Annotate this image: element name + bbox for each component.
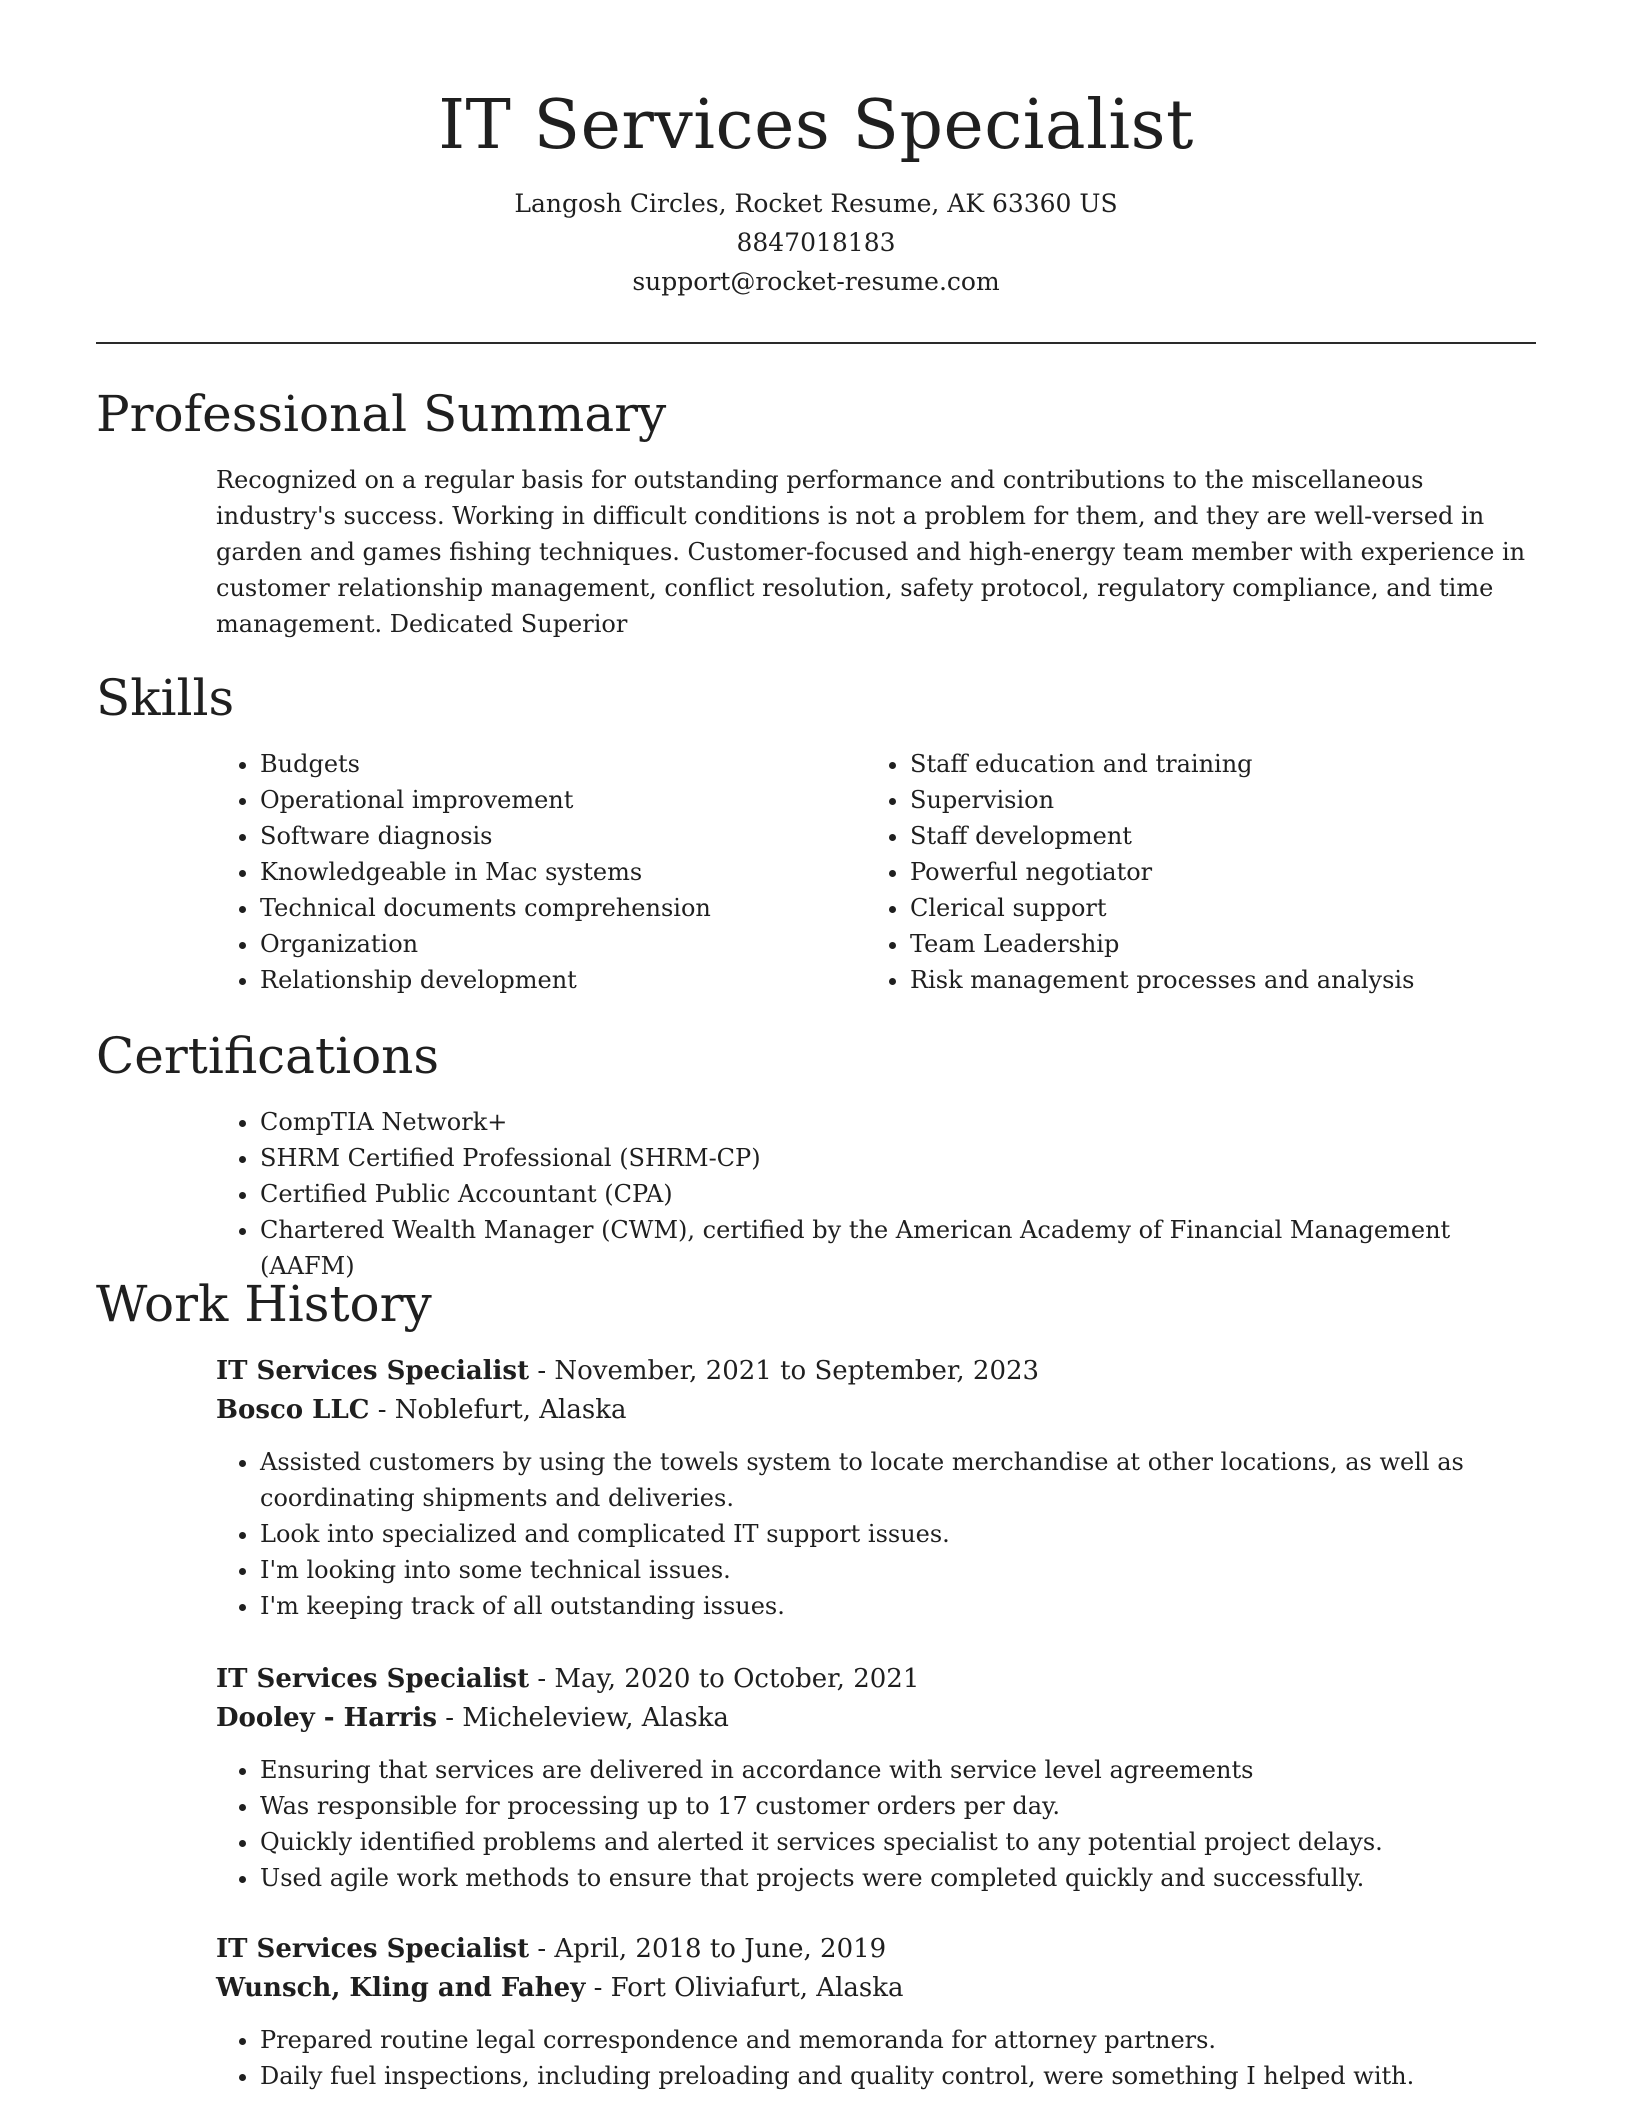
job-role: IT Services Specialist (216, 1356, 530, 1386)
contact-info (0, 184, 1632, 301)
job-company: Bosco LLC (216, 1395, 370, 1425)
summary-text: Recognized on a regular basis for outstanding performance and contributions to the miscellaneous industry's success. Working in difficult conditions is not a problem for them, and they are well-versed in garden and games fishing techniques. Customer-focused and high-energy team member with experience in customer relationship management, conflict resolution, safety protocol, regulatory compliance, and time management. Dedicated Superior (216, 466, 1526, 638)
skill-item: • Budgets (260, 746, 856, 782)
job-role: IT Services Specialist (216, 1934, 530, 1964)
skill-item: • Clerical support (910, 890, 1546, 926)
job-title-line (216, 1660, 1546, 1699)
contact-address: Langosh Circles, Rocket Resume, AK 63360 US (514, 189, 1118, 218)
certifications-list (216, 1104, 1546, 1284)
skill-item: • Staff development (910, 818, 1546, 854)
job-role: IT Services Specialist (216, 1664, 530, 1694)
skills-heading: Skills (96, 669, 235, 727)
job-bullet: • Was responsible for processing up to 17 customer orders per day. (260, 1788, 1546, 1824)
summary-heading: Professional Summary (96, 385, 667, 443)
job-bullet: • Assisted customers by using the towels system to locate merchandise at other locations, as well as coordinating shipments and deliveries. (260, 1444, 1546, 1516)
skill-item: • Risk management processes and analysis (910, 962, 1546, 998)
skill-item: • Staff education and training (910, 746, 1546, 782)
contact-email: support@rocket-resume.com (632, 267, 1000, 296)
job-entry (216, 1660, 1546, 1896)
job-company-line (216, 1391, 1546, 1430)
certification-item: • SHRM Certified Professional (SHRM-CP) (260, 1140, 1546, 1176)
job-bullet: • Quickly identified problems and alerted it services specialist to any potential project delays. (260, 1824, 1546, 1860)
resume-header (0, 78, 1632, 301)
job-company-line (216, 1699, 1546, 1738)
job-dates: - April, 2018 to June, 2019 (529, 1934, 887, 1964)
job-entry (216, 1352, 1546, 1624)
job-company-line (216, 1969, 1546, 2008)
job-company: Wunsch, Kling and Fahey (216, 1973, 586, 2003)
job-bullet: • Prepared routine legal correspondence and memoranda for attorney partners. (260, 2022, 1546, 2058)
job-title-line (216, 1352, 1546, 1391)
skill-item: • Knowledgeable in Mac systems (260, 854, 856, 890)
job-bullet: • I'm looking into some technical issues. (260, 1552, 1546, 1588)
work-history-heading: Work History (96, 1275, 432, 1333)
job-bullet: • Daily fuel inspections, including preloading and quality control, were something I helped with. (260, 2058, 1546, 2094)
skill-item: • Team Leadership (910, 926, 1546, 962)
header-divider (96, 342, 1536, 344)
job-bullet: • Ensuring that services are delivered in accordance with service level agreements (260, 1752, 1546, 1788)
job-title-line (216, 1930, 1546, 1969)
skill-item: • Technical documents comprehension (260, 890, 856, 926)
skill-item: • Operational improvement (260, 782, 856, 818)
skills-list-left (216, 746, 856, 998)
job-dates: - November, 2021 to September, 2023 (529, 1356, 1040, 1386)
skill-item: • Organization (260, 926, 856, 962)
certification-item: • CompTIA Network+ (260, 1104, 1546, 1140)
candidate-name: IT Services Specialist (438, 86, 1194, 165)
job-entry (216, 1930, 1546, 2094)
certifications-heading: Certifications (96, 1027, 440, 1085)
job-location: - Noblefurt, Alaska (369, 1395, 627, 1425)
skills-list-right (866, 746, 1546, 998)
skill-item: • Relationship development (260, 962, 856, 998)
job-location: - Micheleview, Alaska (436, 1703, 729, 1733)
certification-item: • Chartered Wealth Manager (CWM), certified by the American Academy of Financial Management (AAFM) (260, 1212, 1546, 1284)
skill-item: • Powerful negotiator (910, 854, 1546, 890)
job-bullet: • Used agile work methods to ensure that projects were completed quickly and successfully. (260, 1860, 1546, 1896)
certification-item: • Certified Public Accountant (CPA) (260, 1176, 1546, 1212)
job-bullet: • I'm keeping track of all outstanding issues. (260, 1588, 1546, 1624)
skill-item: • Software diagnosis (260, 818, 856, 854)
job-location: - Fort Oliviafurt, Alaska (585, 1973, 904, 2003)
job-company: Dooley - Harris (216, 1703, 437, 1733)
job-dates: - May, 2020 to October, 2021 (529, 1664, 920, 1694)
contact-phone: 8847018183 (736, 228, 896, 257)
job-bullet: • Look into specialized and complicated IT support issues. (260, 1516, 1546, 1552)
skill-item: • Supervision (910, 782, 1546, 818)
